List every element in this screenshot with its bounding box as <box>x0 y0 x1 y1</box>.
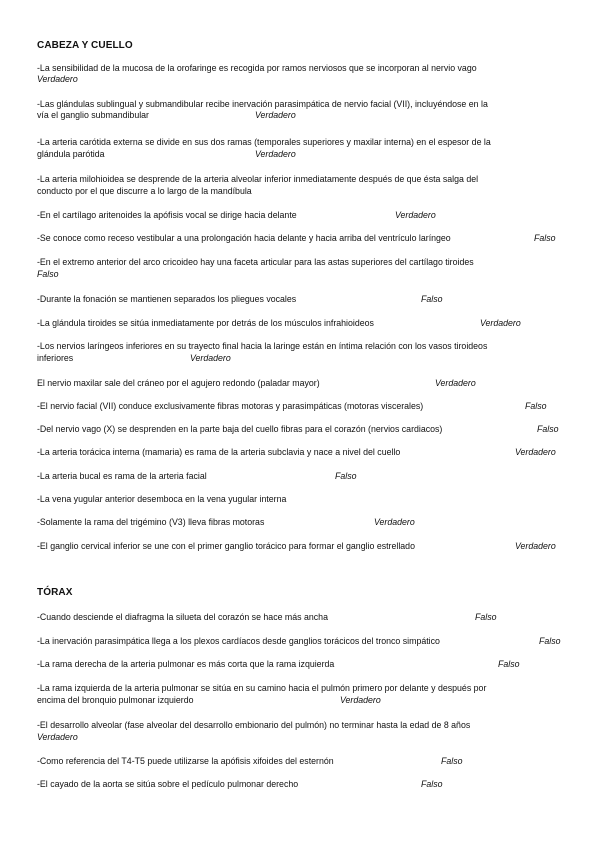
answer-label: Verdadero <box>37 732 78 742</box>
statement-text: -La arteria milohioidea se desprende de la arteria alveolar inferior inmediatamente después de que ésta salga del <box>37 174 479 184</box>
answer-label: Verdadero <box>340 695 381 705</box>
answer-label: Falso <box>421 779 443 789</box>
answer-label: Falso <box>335 471 357 481</box>
statement-text: -El nervio facial (VII) conduce exclusivamente fibras motoras y parasimpáticas (motoras viscerales) <box>37 401 424 411</box>
statement-text: -La vena yugular anterior desemboca en la vena yugular interna <box>37 494 287 504</box>
section-title-head-neck: CABEZA Y CUELLO <box>37 40 133 51</box>
answer-label: Verdadero <box>395 210 436 220</box>
answer-label: Falso <box>525 401 547 411</box>
answer-label: Verdadero <box>480 318 521 328</box>
statement-text: vía el ganglio submandibular <box>37 110 149 120</box>
statement-text: -La arteria carótida externa se divide en sus dos ramas (temporales superiores y maxilar interna) en el espesor de la <box>37 137 491 147</box>
statement-text: -Solamente la rama del trigémino (V3) lleva fibras motoras <box>37 517 265 527</box>
statement-text: -Del nervio vago (X) se desprenden en la parte baja del cuello fibras para el corazón (nervios cardiacos) <box>37 424 443 434</box>
statement-text: -Cuando desciende el diafragma la silueta del corazón se hace más ancha <box>37 612 328 622</box>
statement-text: -El cayado de la aorta se sitúa sobre el pedículo pulmonar derecho <box>37 779 299 789</box>
statement-text: -La rama derecha de la arteria pulmonar es más corta que la rama izquierda <box>37 659 335 669</box>
answer-label: Verdadero <box>255 110 296 120</box>
answer-label: Falso <box>537 424 559 434</box>
statement-text: -Como referencia del T4-T5 puede utilizarse la apófisis xifoides del esternón <box>37 756 334 766</box>
answer-label: Verdadero <box>255 149 296 159</box>
statement-text: -Los nervios laríngeos inferiores en su trayecto final hacia la laringe están en íntima relación con los vasos tiroideos <box>37 341 488 351</box>
statement-text: -La arteria torácica interna (mamaria) es rama de la arteria subclavia y nace a nivel del cuello <box>37 447 401 457</box>
statement-text: -La inervación parasimpática llega a los plexos cardíacos desde ganglios torácicos del tronco simpático <box>37 636 440 646</box>
answer-label: Verdadero <box>374 517 415 527</box>
statement-text: -El desarrollo alveolar (fase alveolar del desarrollo embionario del pulmón) no terminar hasta la edad de 8 años <box>37 720 471 730</box>
answer-label: Falso <box>534 233 556 243</box>
statement-text: -Las glándulas sublingual y submandibular recibe inervación parasimpática de nervio facial (VII), incluyéndose en la <box>37 99 488 109</box>
statement-text: inferiores <box>37 353 74 363</box>
statement-text: -En el extremo anterior del arco cricoideo hay una faceta articular para las astas superiores del cartílago tiroides <box>37 257 474 267</box>
statement-text: -La glándula tiroides se sitúa inmediatamente por detrás de los músculos infrahioideos <box>37 318 374 328</box>
statement-text: -La rama izquierda de la arteria pulmonar se sitúa en su camino hacia el pulmón primero por delante y después por <box>37 683 487 693</box>
answer-label: Verdadero <box>515 541 556 551</box>
answer-label: Falso <box>421 294 443 304</box>
answer-label: Verdadero <box>435 378 476 388</box>
statement-text: glándula parótida <box>37 149 105 159</box>
answer-label: Falso <box>475 612 497 622</box>
statement-text: -El ganglio cervical inferior se une con el primer ganglio torácico para formar el ganglio estrellado <box>37 541 415 551</box>
answer-label: Falso <box>539 636 561 646</box>
statement-text: encima del bronquio pulmonar izquierdo <box>37 695 194 705</box>
statement-text: El nervio maxilar sale del cráneo por el agujero redondo (paladar mayor) <box>37 378 320 388</box>
statement-text: -La sensibilidad de la mucosa de la orofaringe es recogida por ramos nerviosos que se incorporan al nervio vago <box>37 63 477 73</box>
statement-text: -En el cartílago aritenoides la apófisis vocal se dirige hacia delante <box>37 210 297 220</box>
section-title-thorax: TÓRAX <box>37 587 73 598</box>
answer-label: Verdadero <box>190 353 231 363</box>
answer-label: Verdadero <box>515 447 556 457</box>
statement-text: -Durante la fonación se mantienen separados los pliegues vocales <box>37 294 297 304</box>
statement-text: conducto por el que discurre a lo largo de la mandíbula <box>37 186 252 196</box>
statement-text: -La arteria bucal es rama de la arteria facial <box>37 471 207 481</box>
answer-label: Verdadero <box>37 74 78 84</box>
answer-label: Falso <box>498 659 520 669</box>
answer-label: Falso <box>441 756 463 766</box>
answer-label: Falso <box>37 269 59 279</box>
statement-text: -Se conoce como receso vestibular a una prolongación hacia delante y hacia arriba del ventrículo laríngeo <box>37 233 451 243</box>
